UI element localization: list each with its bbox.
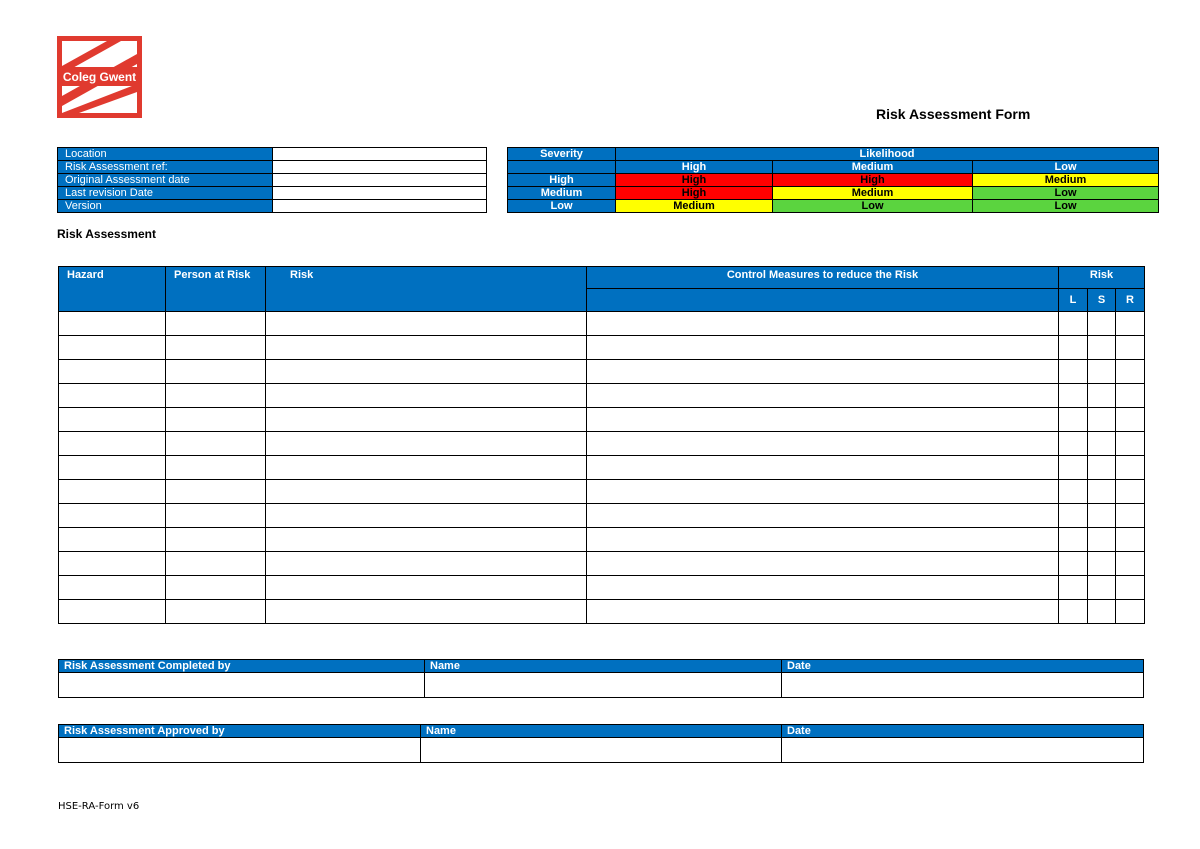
table-row xyxy=(59,408,1145,432)
approved-date-field[interactable] xyxy=(782,738,1144,763)
risk-cell[interactable] xyxy=(266,504,587,528)
control-measures-cell[interactable] xyxy=(587,600,1059,624)
severity-cell[interactable] xyxy=(1088,480,1116,504)
person-at-risk-cell[interactable] xyxy=(166,336,266,360)
approved-name-label: Name xyxy=(421,725,782,738)
risk-header: Risk xyxy=(266,267,587,312)
info-row xyxy=(58,161,487,174)
person-at-risk-cell[interactable] xyxy=(166,528,266,552)
control-measures-cell[interactable] xyxy=(587,336,1059,360)
table-row xyxy=(59,576,1145,600)
info-label: Version xyxy=(58,200,273,213)
person-at-risk-cell[interactable] xyxy=(166,432,266,456)
risk-assessment-table xyxy=(58,266,1145,624)
severity-header: Severity xyxy=(508,148,616,161)
control-measures-cell[interactable] xyxy=(587,552,1059,576)
control-measures-cell[interactable] xyxy=(587,480,1059,504)
approved-name-field[interactable] xyxy=(421,738,782,763)
table-row xyxy=(59,432,1145,456)
approved-by-label: Risk Assessment Approved by xyxy=(59,725,421,738)
likelihood-cell[interactable] xyxy=(1059,480,1088,504)
matrix-cell: Low xyxy=(773,200,973,213)
completed-date-label: Date xyxy=(782,660,1144,673)
completed-by-table xyxy=(58,659,1144,698)
hazard-cell[interactable] xyxy=(59,576,166,600)
info-label: Original Assessment date xyxy=(58,174,273,187)
risk-cell[interactable] xyxy=(266,456,587,480)
hazard-cell[interactable] xyxy=(59,528,166,552)
person-at-risk-cell[interactable] xyxy=(166,360,266,384)
control-measures-cell[interactable] xyxy=(587,384,1059,408)
info-row xyxy=(58,187,487,200)
severity-cell[interactable] xyxy=(1088,408,1116,432)
matrix-cell: High xyxy=(616,174,773,187)
completed-name-field[interactable] xyxy=(425,673,782,698)
completed-by-field[interactable] xyxy=(59,673,425,698)
likelihood-cell[interactable] xyxy=(1059,456,1088,480)
completed-name-label: Name xyxy=(425,660,782,673)
control-measures-cell[interactable] xyxy=(587,360,1059,384)
rating-cell[interactable] xyxy=(1116,432,1145,456)
form-code: HSE-RA-Form v6 xyxy=(58,801,140,812)
table-row xyxy=(59,456,1145,480)
hazard-cell[interactable] xyxy=(59,552,166,576)
risk-cell[interactable] xyxy=(266,576,587,600)
hazard-cell[interactable] xyxy=(59,600,166,624)
likelihood-level: High xyxy=(616,161,773,174)
person-at-risk-header: Person at Risk xyxy=(166,267,266,312)
matrix-corner xyxy=(508,161,616,174)
severity-cell[interactable] xyxy=(1088,528,1116,552)
person-at-risk-cell[interactable] xyxy=(166,600,266,624)
person-at-risk-cell[interactable] xyxy=(166,576,266,600)
person-at-risk-cell[interactable] xyxy=(166,552,266,576)
section-title: Risk Assessment xyxy=(57,227,156,241)
likelihood-cell[interactable] xyxy=(1059,384,1088,408)
hazard-cell[interactable] xyxy=(59,384,166,408)
severity-cell[interactable] xyxy=(1088,360,1116,384)
table-row xyxy=(59,312,1145,336)
severity-cell[interactable] xyxy=(1088,576,1116,600)
control-measures-cell[interactable] xyxy=(587,504,1059,528)
severity-cell[interactable] xyxy=(1088,600,1116,624)
approved-by-table xyxy=(58,724,1144,763)
control-measures-cell[interactable] xyxy=(587,432,1059,456)
likelihood-header: Likelihood xyxy=(616,148,1159,161)
control-measures-cell[interactable] xyxy=(587,408,1059,432)
info-row xyxy=(58,148,487,161)
rating-cell[interactable] xyxy=(1116,576,1145,600)
rating-cell[interactable] xyxy=(1116,528,1145,552)
rating-cell[interactable] xyxy=(1116,480,1145,504)
likelihood-level: Low xyxy=(973,161,1159,174)
control-measures-cell[interactable] xyxy=(587,312,1059,336)
risk-table-body xyxy=(59,312,1145,624)
control-measures-header: Control Measures to reduce the Risk xyxy=(587,267,1059,289)
rating-col-header: R xyxy=(1116,289,1145,312)
likelihood-cell[interactable] xyxy=(1059,336,1088,360)
likelihood-cell[interactable] xyxy=(1059,432,1088,456)
person-at-risk-cell[interactable] xyxy=(166,384,266,408)
severity-cell[interactable] xyxy=(1088,336,1116,360)
info-table xyxy=(57,147,487,213)
table-row xyxy=(59,504,1145,528)
risk-cell[interactable] xyxy=(266,432,587,456)
control-measures-cell[interactable] xyxy=(587,456,1059,480)
rating-cell[interactable] xyxy=(1116,504,1145,528)
severity-cell[interactable] xyxy=(1088,384,1116,408)
risk-cell[interactable] xyxy=(266,384,587,408)
completed-date-field[interactable] xyxy=(782,673,1144,698)
hazard-cell[interactable] xyxy=(59,456,166,480)
table-row xyxy=(59,336,1145,360)
rating-cell[interactable] xyxy=(1116,360,1145,384)
severity-cell[interactable] xyxy=(1088,432,1116,456)
risk-cell[interactable] xyxy=(266,480,587,504)
table-row xyxy=(59,360,1145,384)
table-row xyxy=(59,384,1145,408)
rating-cell[interactable] xyxy=(1116,552,1145,576)
original-assessment-date-field[interactable] xyxy=(273,174,487,187)
control-measures-cell[interactable] xyxy=(587,576,1059,600)
risk-cell[interactable] xyxy=(266,600,587,624)
severity-cell[interactable] xyxy=(1088,312,1116,336)
hazard-cell[interactable] xyxy=(59,408,166,432)
rating-cell[interactable] xyxy=(1116,384,1145,408)
likelihood-cell[interactable] xyxy=(1059,312,1088,336)
matrix-cell: Medium xyxy=(973,174,1159,187)
info-row xyxy=(58,200,487,213)
risk-cell[interactable] xyxy=(266,552,587,576)
risk-assessment-ref-field[interactable] xyxy=(273,161,487,174)
version-field[interactable] xyxy=(273,200,487,213)
last-revision-date-field[interactable] xyxy=(273,187,487,200)
hazard-header: Hazard xyxy=(59,267,166,312)
coleg-gwent-logo xyxy=(57,36,142,118)
person-at-risk-cell[interactable] xyxy=(166,504,266,528)
hazard-cell[interactable] xyxy=(59,504,166,528)
likelihood-cell[interactable] xyxy=(1059,576,1088,600)
risk-matrix xyxy=(507,147,1159,213)
rating-cell[interactable] xyxy=(1116,408,1145,432)
info-label: Location xyxy=(58,148,273,161)
person-at-risk-cell[interactable] xyxy=(166,480,266,504)
person-at-risk-cell[interactable] xyxy=(166,312,266,336)
matrix-cell: High xyxy=(616,187,773,200)
severity-level: Medium xyxy=(508,187,616,200)
risk-cell[interactable] xyxy=(266,408,587,432)
risk-cell[interactable] xyxy=(266,312,587,336)
logo-text: Coleg Gwent xyxy=(62,70,137,84)
hazard-cell[interactable] xyxy=(59,312,166,336)
approved-date-label: Date xyxy=(782,725,1144,738)
likelihood-cell[interactable] xyxy=(1059,408,1088,432)
likelihood-cell[interactable] xyxy=(1059,528,1088,552)
severity-level: High xyxy=(508,174,616,187)
table-row xyxy=(59,600,1145,624)
severity-cell[interactable] xyxy=(1088,504,1116,528)
severity-cell[interactable] xyxy=(1088,552,1116,576)
risk-cell[interactable] xyxy=(266,528,587,552)
hazard-cell[interactable] xyxy=(59,432,166,456)
matrix-cell: Low xyxy=(973,187,1159,200)
risk-rating-header: Risk xyxy=(1059,267,1145,289)
severity-level: Low xyxy=(508,200,616,213)
likelihood-cell[interactable] xyxy=(1059,600,1088,624)
rating-cell[interactable] xyxy=(1116,336,1145,360)
hazard-cell[interactable] xyxy=(59,480,166,504)
form-title: Risk Assessment Form xyxy=(876,106,1031,122)
severity-cell[interactable] xyxy=(1088,456,1116,480)
rating-cell[interactable] xyxy=(1116,456,1145,480)
matrix-cell: Low xyxy=(973,200,1159,213)
table-row xyxy=(59,480,1145,504)
likelihood-cell[interactable] xyxy=(1059,552,1088,576)
completed-by-label: Risk Assessment Completed by xyxy=(59,660,425,673)
table-row xyxy=(59,552,1145,576)
hazard-cell[interactable] xyxy=(59,360,166,384)
likelihood-level: Medium xyxy=(773,161,973,174)
risk-cell[interactable] xyxy=(266,336,587,360)
approved-by-field[interactable] xyxy=(59,738,421,763)
risk-cell[interactable] xyxy=(266,360,587,384)
rating-cell[interactable] xyxy=(1116,312,1145,336)
person-at-risk-cell[interactable] xyxy=(166,408,266,432)
hazard-cell[interactable] xyxy=(59,336,166,360)
info-label: Last revision Date xyxy=(58,187,273,200)
matrix-cell: High xyxy=(773,174,973,187)
info-row xyxy=(58,174,487,187)
likelihood-cell[interactable] xyxy=(1059,360,1088,384)
likelihood-cell[interactable] xyxy=(1059,504,1088,528)
table-row xyxy=(59,528,1145,552)
rating-cell[interactable] xyxy=(1116,600,1145,624)
matrix-cell: Medium xyxy=(773,187,973,200)
severity-col-header: S xyxy=(1088,289,1116,312)
likelihood-col-header: L xyxy=(1059,289,1088,312)
control-measures-subheader xyxy=(587,289,1059,312)
control-measures-cell[interactable] xyxy=(587,528,1059,552)
person-at-risk-cell[interactable] xyxy=(166,456,266,480)
info-label: Risk Assessment ref: xyxy=(58,161,273,174)
matrix-cell: Medium xyxy=(616,200,773,213)
location-field[interactable] xyxy=(273,148,487,161)
